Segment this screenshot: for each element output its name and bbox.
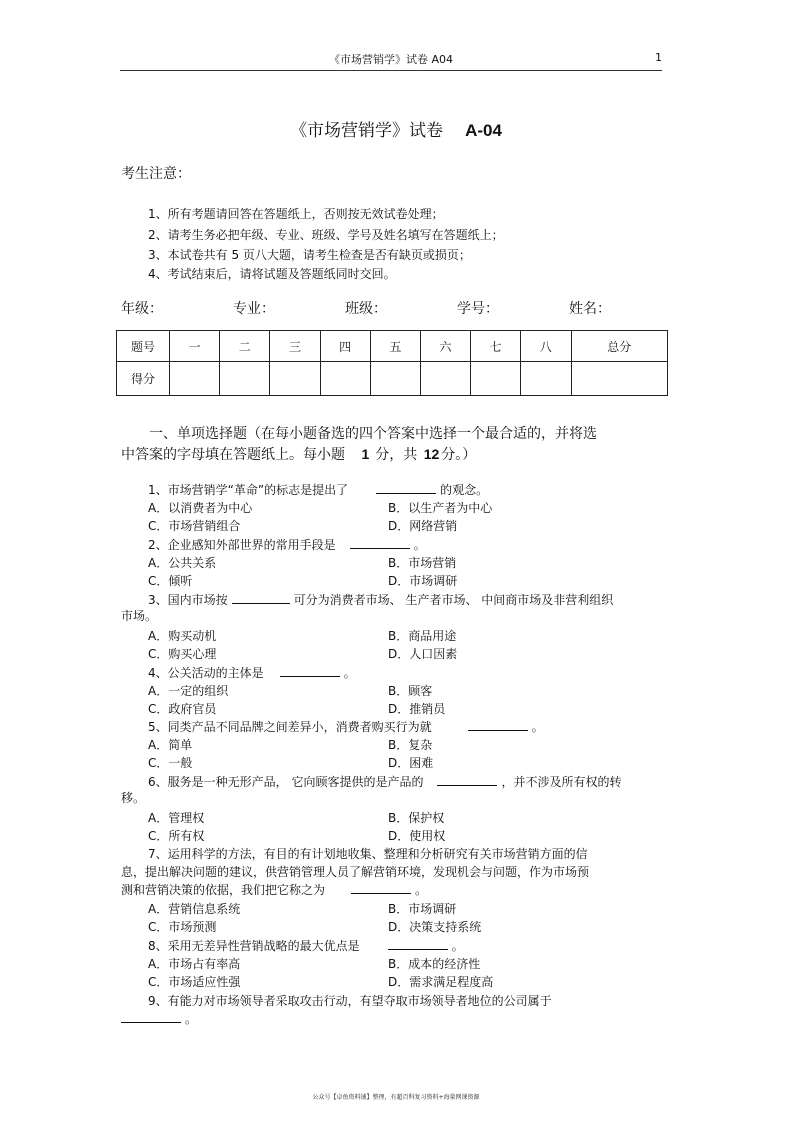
- question-text: 的观念。: [440, 483, 489, 497]
- footer-note: 公众号【卓鱼资料铺】整理，有超百科复习资料+海量网课资源: [312, 1094, 480, 1101]
- question-text: 5、同类产品不同品牌之间差异小，消费者购买行为就: [148, 720, 432, 734]
- question-text: 。: [531, 720, 544, 734]
- score-header-cell: 总分: [571, 331, 668, 362]
- option-a: A．以消费者为中心: [148, 501, 253, 515]
- option-b: B．保护权: [388, 811, 445, 825]
- answer-blank: [280, 664, 340, 677]
- score-header-cell: 三: [270, 331, 320, 362]
- option-a: A．市场占有率高: [148, 957, 241, 971]
- question-text: 。: [185, 1012, 198, 1026]
- section-text: 分，共: [375, 447, 418, 463]
- question-text: 4、公关活动的主体是: [148, 666, 264, 680]
- option-c: C．倾听: [148, 574, 193, 588]
- score-cell: [220, 362, 270, 396]
- option-d: D．困难: [388, 756, 434, 770]
- field-grade-label: 年级：: [121, 301, 163, 317]
- notice-item: 3、本试卷共有 5 页八大题，请考生检查是否有缺页或损页；: [148, 248, 471, 262]
- question-7-line2: 息，提出解决问题的建议，供营销管理人员了解营销环境，发现机会与问题，作为市场预: [121, 865, 590, 879]
- header-title: 《市场营销学》试卷 A04: [328, 53, 454, 66]
- option-d: D．人口因素: [388, 647, 458, 661]
- option-d: D．网络营销: [388, 519, 458, 533]
- notice-item: 1、所有考题请回答在答题纸上，否则按无效试卷处理；: [148, 207, 444, 221]
- question-text: 8、采用无差异性营销战略的最大优点是: [148, 939, 360, 953]
- question-text: 1、市场营销学“革命”的标志是提出了: [148, 483, 349, 497]
- option-c: C．市场营销组合: [148, 519, 241, 533]
- section-heading-line1: 一、单项选择题（在每小题备选的四个答案中选择一个最合适的，并将选: [149, 426, 597, 442]
- score-cell: [170, 362, 220, 396]
- question-6: [148, 773, 621, 790]
- field-major-label: 专业：: [233, 301, 275, 317]
- question-3-continued: 市场。: [121, 609, 158, 623]
- option-b: B．市场调研: [388, 902, 457, 916]
- page-header: [120, 50, 662, 71]
- question-8: [148, 937, 464, 954]
- answer-blank: [121, 1010, 181, 1023]
- score-cell: [370, 362, 420, 396]
- score-cell: [571, 362, 668, 396]
- question-1: [148, 481, 488, 498]
- total-points: 12: [423, 446, 440, 462]
- page-number: 1: [655, 51, 662, 64]
- question-text: 。: [343, 666, 356, 680]
- question-4: [148, 664, 356, 681]
- question-9-line2: [121, 1010, 197, 1027]
- answer-blank: [232, 591, 290, 604]
- question-text: 可分为消费者市场、 生产者市场、 中间商市场及非营利组织: [293, 593, 614, 607]
- answer-blank: [351, 881, 411, 894]
- notice-item: 2、请考生务必把年级、专业、班级、学号及姓名填写在答题纸上；: [148, 228, 504, 242]
- option-b: B．复杂: [388, 738, 433, 752]
- question-text: ，并不涉及所有权的转: [501, 775, 622, 789]
- answer-blank: [376, 481, 436, 494]
- score-header-cell: 二: [220, 331, 270, 362]
- question-text: 。: [451, 939, 464, 953]
- question-5: [148, 718, 544, 735]
- field-class-label: 班级：: [345, 301, 387, 317]
- field-name-label: 姓名：: [569, 301, 611, 317]
- option-c: C．市场适应性强: [148, 975, 241, 989]
- option-d: D．市场调研: [388, 574, 458, 588]
- question-text: 3、国内市场按: [148, 593, 228, 607]
- option-d: D．决策支持系统: [388, 920, 482, 934]
- notice-item: 4、考试结束后，请将试题及答题纸同时交回。: [148, 267, 396, 281]
- score-cell: [270, 362, 320, 396]
- option-a: A．购买动机: [148, 629, 217, 643]
- question-text: 6、服务是一种无形产品， 它向顾客提供的是产品的: [148, 775, 424, 789]
- section-text: 中答案的字母填在答题纸上。每小题: [121, 447, 345, 463]
- score-header-cell: 题号: [117, 331, 170, 362]
- option-c: C．一般: [148, 756, 193, 770]
- score-header-cell: 四: [320, 331, 370, 362]
- option-b: B．市场营销: [388, 556, 457, 570]
- question-text: 。: [413, 538, 426, 552]
- option-a: A．公共关系: [148, 556, 217, 570]
- score-cell: [521, 362, 571, 396]
- option-b: B．商品用途: [388, 629, 457, 643]
- field-id-label: 学号：: [457, 301, 499, 317]
- option-c: C．所有权: [148, 829, 205, 843]
- points-per-question: 1: [361, 446, 370, 462]
- question-text: 测和营销决策的依据，我们把它称之为: [121, 883, 326, 897]
- section-heading-line2: [121, 444, 476, 464]
- option-b: B．顾客: [388, 684, 433, 698]
- question-7-line3: [121, 881, 427, 898]
- doc-title-main: 《市场营销学》试卷: [290, 121, 444, 141]
- score-cell: [420, 362, 470, 396]
- option-a: A．管理权: [148, 811, 205, 825]
- score-header-cell: 一: [170, 331, 220, 362]
- score-table: [116, 330, 668, 396]
- answer-blank: [468, 718, 528, 731]
- question-7: 7、运用科学的方法，有目的有计划地收集、整理和分析研究有关市场营销方面的信: [148, 847, 588, 861]
- question-6-continued: 移。: [121, 791, 146, 805]
- score-cell: [471, 362, 521, 396]
- option-a: A．一定的组织: [148, 684, 229, 698]
- option-c: C．市场预测: [148, 920, 217, 934]
- answer-blank: [388, 937, 448, 950]
- doc-title-code: A-04: [465, 121, 502, 140]
- score-row-label: 得分: [117, 362, 170, 396]
- question-3: [148, 591, 613, 608]
- option-c: C．政府官员: [148, 702, 217, 716]
- score-header-cell: 八: [521, 331, 571, 362]
- option-d: D．推销员: [388, 702, 446, 716]
- section-text: 分。）: [441, 447, 477, 463]
- option-d: D．使用权: [388, 829, 446, 843]
- option-c: C．购买心理: [148, 647, 217, 661]
- question-text: 。: [415, 883, 428, 897]
- question-text: 2、企业感知外部世界的常用手段是: [148, 538, 336, 552]
- score-header-cell: 五: [370, 331, 420, 362]
- option-d: D．需求满足程度高: [388, 975, 494, 989]
- score-header-cell: 七: [471, 331, 521, 362]
- question-2: [148, 536, 426, 553]
- notice-heading: 考生注意：: [121, 166, 191, 182]
- doc-title: [0, 116, 792, 141]
- option-a: A．简单: [148, 738, 193, 752]
- score-table-header-row: [117, 331, 668, 362]
- question-9: 9、有能力对市场领导者采取攻击行动，有望夺取市场领导者地位的公司属于: [148, 994, 552, 1008]
- answer-blank: [350, 536, 410, 549]
- option-b: B．成本的经济性: [388, 957, 481, 971]
- answer-blank: [437, 773, 497, 786]
- option-b: B．以生产者为中心: [388, 501, 493, 515]
- score-cell: [320, 362, 370, 396]
- option-a: A．营销信息系统: [148, 902, 241, 916]
- score-header-cell: 六: [420, 331, 470, 362]
- score-table-score-row: [117, 362, 668, 396]
- student-info-row: [0, 298, 792, 318]
